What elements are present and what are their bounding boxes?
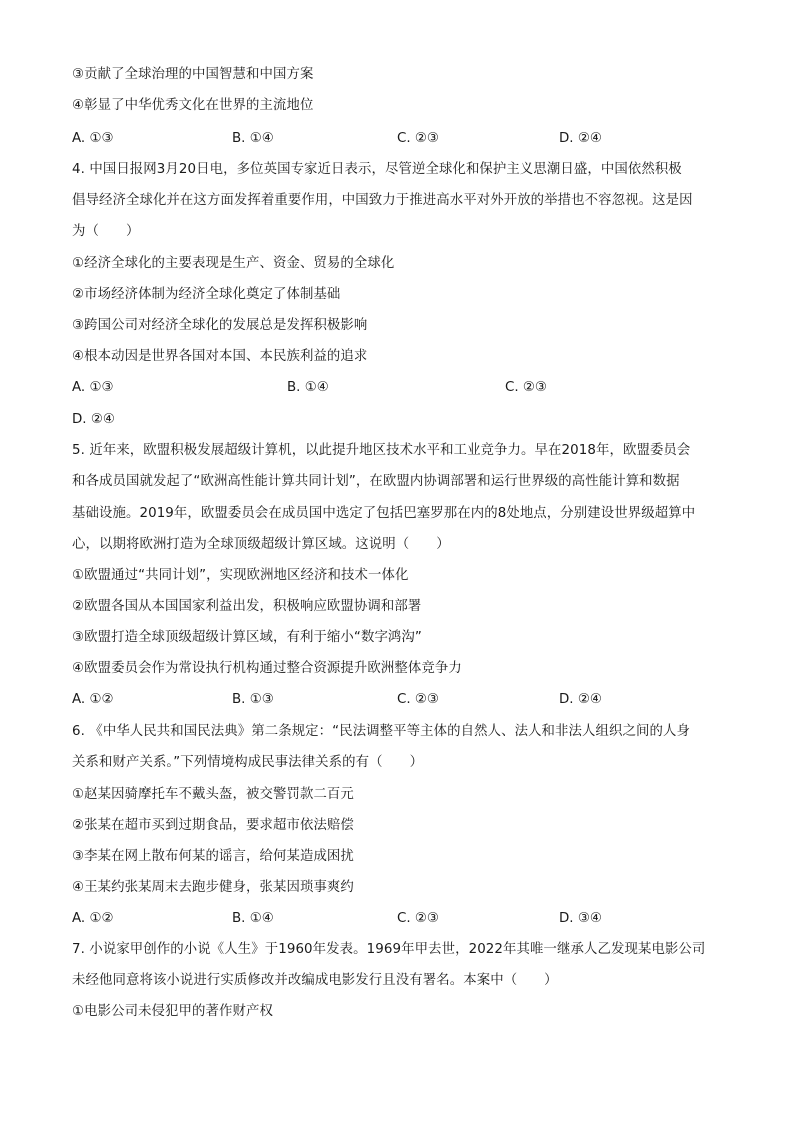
q4-statement-1: ①经济全球化的主要表现是生产、资金、贸易的全球化 xyxy=(72,256,395,271)
q6-option-c[interactable]: C. ②③ xyxy=(397,911,439,926)
q5-stem-line-1: 5. 近年来，欧盟积极发展超级计算机，以此提升地区技术水平和工业竞争力。早在2018年，欧盟委员会 xyxy=(72,443,691,458)
q4-option-d[interactable]: D. ②④ xyxy=(72,412,115,427)
q4-statement-4: ④根本动因是世界各国对本国、本民族利益的追求 xyxy=(72,349,368,364)
q5-statement-4: ④欧盟委员会作为常设执行机构通过整合资源提升欧洲整体竞争力 xyxy=(72,661,462,676)
q3-option-c[interactable]: C. ②③ xyxy=(397,131,439,146)
q5-option-d[interactable]: D. ②④ xyxy=(559,692,602,707)
q6-option-d[interactable]: D. ③④ xyxy=(559,911,602,926)
q3-option-b[interactable]: B. ①④ xyxy=(232,131,274,146)
q5-statement-2: ②欧盟各国从本国国家利益出发，积极响应欧盟协调和部署 xyxy=(72,599,422,614)
q7-stem-line-2: 未经他同意将该小说进行实质修改并改编成电影发行且没有署名。本案中（ ） xyxy=(72,973,558,988)
q5-statement-3: ③欧盟打造全球顶级超级计算区域，有利于缩小“数字鸿沟” xyxy=(72,630,422,645)
q5-stem-line-4: 心，以期将欧洲打造为全球顶级超级计算区域。这说明（ ） xyxy=(72,537,450,552)
q5-option-a[interactable]: A. ①② xyxy=(72,692,114,707)
q6-option-b[interactable]: B. ①④ xyxy=(232,911,274,926)
q4-option-c[interactable]: C. ②③ xyxy=(505,380,547,395)
q5-option-b[interactable]: B. ①③ xyxy=(232,692,274,707)
q4-stem-line-2: 倡导经济全球化并在这方面发挥着重要作用，中国致力于推进高水平对外开放的举措也不容忽视。这是因 xyxy=(72,193,693,208)
q3-option-a[interactable]: A. ①③ xyxy=(72,131,114,146)
q6-statement-3: ③李某在网上散布何某的谣言，给何某造成困扰 xyxy=(72,849,354,864)
q6-statement-1: ①赵某因骑摩托车不戴头盔，被交警罚款二百元 xyxy=(72,787,354,802)
q7-stem-line-1: 7. 小说家甲创作的小说《人生》于1960年发表。1969年甲去世，2022年其唯一继承人乙发现某电影公司 xyxy=(72,942,706,957)
q4-statement-3: ③跨国公司对经济全球化的发展总是发挥积极影响 xyxy=(72,318,368,333)
q6-option-a[interactable]: A. ①② xyxy=(72,911,114,926)
q4-stem-line-3: 为（ ） xyxy=(72,224,140,239)
q4-option-a[interactable]: A. ①③ xyxy=(72,380,114,395)
q5-option-c[interactable]: C. ②③ xyxy=(397,692,439,707)
q4-statement-2: ②市场经济体制为经济全球化奠定了体制基础 xyxy=(72,287,341,302)
q4-option-b[interactable]: B. ①④ xyxy=(287,380,329,395)
q6-stem-line-1: 6. 《中华人民共和国民法典》第二条规定：“民法调整平等主体的自然人、法人和非法人组织之间的人身 xyxy=(72,724,690,739)
q6-statement-4: ④王某约张某周末去跑步健身，张某因琐事爽约 xyxy=(72,880,354,895)
q5-stem-line-3: 基础设施。2019年，欧盟委员会在成员国中选定了包括巴塞罗那在内的8处地点，分别建设世界级超算中 xyxy=(72,506,696,521)
q5-stem-line-2: 和各成员国就发起了“欧洲高性能计算共同计划”，在欧盟内协调部署和运行世界级的高性能计算和数据 xyxy=(72,474,680,489)
q3-statement-4: ④彰显了中华优秀文化在世界的主流地位 xyxy=(72,98,314,113)
q4-stem-line-1: 4. 中国日报网3月20日电，多位英国专家近日表示，尽管逆全球化和保护主义思潮日盛，中国依然积极 xyxy=(72,162,682,177)
q3-statement-3: ③贡献了全球治理的中国智慧和中国方案 xyxy=(72,67,314,82)
q5-statement-1: ①欧盟通过“共同计划”，实现欧洲地区经济和技术一体化 xyxy=(72,568,409,583)
q7-statement-1: ①电影公司未侵犯甲的著作财产权 xyxy=(72,1004,273,1019)
q3-option-d[interactable]: D. ②④ xyxy=(559,131,602,146)
q6-stem-line-2: 关系和财产关系。”下列情境构成民事法律关系的有（ ） xyxy=(72,755,424,770)
q6-statement-2: ②张某在超市买到过期食品，要求超市依法赔偿 xyxy=(72,818,354,833)
